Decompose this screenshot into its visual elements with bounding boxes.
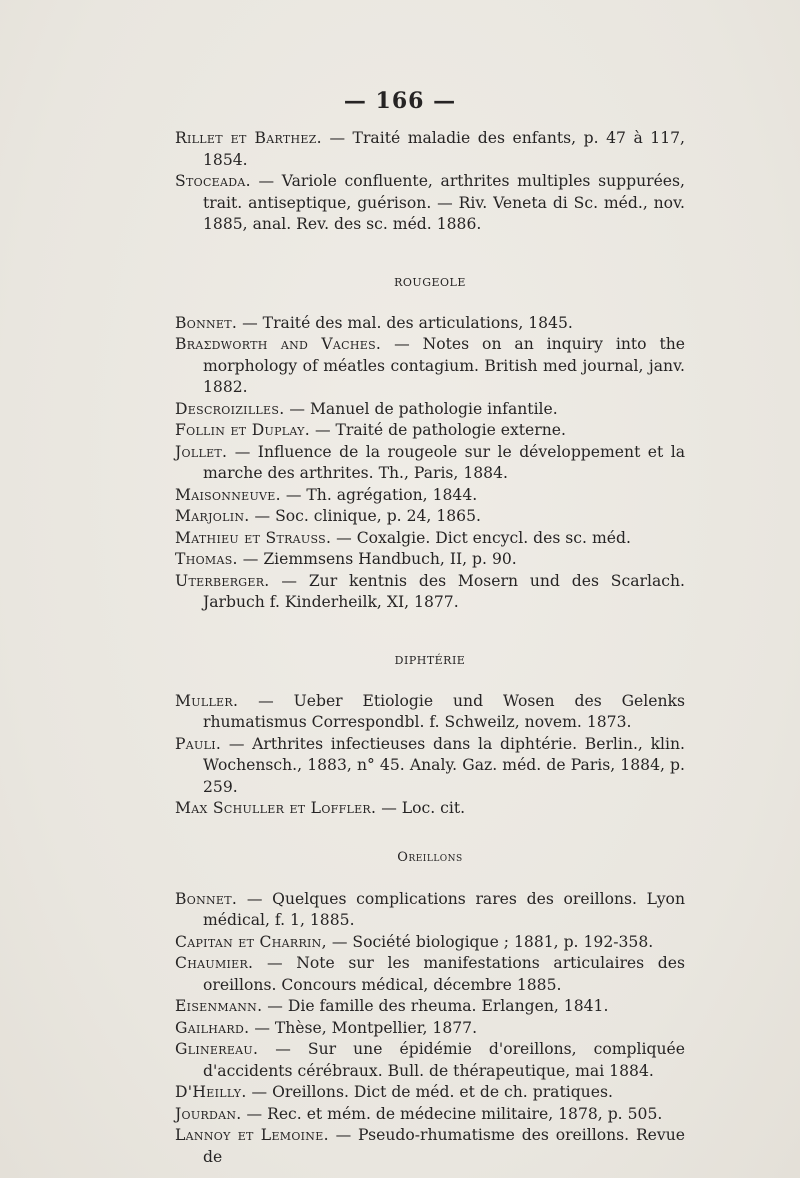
- bibliography-entry: [175, 334, 685, 399]
- entry-author: Jollet.: [175, 442, 228, 461]
- section-continuation: [175, 128, 685, 236]
- section-rougeole: [175, 276, 685, 614]
- bibliography-entry: [175, 932, 685, 954]
- entry-text: — Rec. et mém. de médecine militaire, 1878, p. 505.: [241, 1104, 663, 1123]
- entry-text: — Ueber Etiologie und Wosen des Gelenks rhumatismus Correspondbl. f. Schweilz, novem. 1873.: [203, 691, 685, 731]
- entry-author: Stoceada.: [175, 172, 251, 190]
- bibliography-entry: [175, 734, 685, 799]
- bibliography-entry: [175, 1082, 685, 1104]
- bibliography-entry: [175, 442, 685, 485]
- entry-author: Pauli.: [175, 734, 222, 753]
- entry-text: — Die famille des rheuma. Erlangen, 1841.: [262, 997, 609, 1015]
- entry-text: — Traité maladie des enfants, p. 47 à 117, 1854.: [203, 129, 685, 169]
- entry-author: Max Schuller et Loffler.: [175, 799, 377, 817]
- entry-text: — Quelques complications rares des oreillons. Lyon médical, f. 1, 1885.: [203, 889, 685, 929]
- bibliography-entry: [175, 485, 685, 507]
- bibliography-entry: [175, 953, 685, 996]
- bibliography-entry: [175, 691, 685, 734]
- entry-text: — Loc. cit.: [376, 799, 466, 817]
- bibliography-entry: [175, 420, 685, 442]
- section-diphterie: [175, 654, 685, 820]
- bibliography-entry: [175, 996, 685, 1018]
- bibliography-entry: [175, 549, 685, 571]
- entry-text: — Traité de pathologie externe.: [310, 421, 566, 439]
- bibliography-entry: [175, 313, 685, 335]
- entry-author: Marjolin.: [175, 507, 250, 525]
- bibliography-entry: [175, 798, 685, 820]
- entry-author: D'Heilly.: [175, 1083, 247, 1101]
- entry-author: Jourdan.: [175, 1104, 242, 1123]
- entry-author: Capitan et Charrin,: [175, 932, 327, 951]
- section-oreillons: [175, 850, 685, 1169]
- section-heading: DIPHTÉRIE: [394, 653, 466, 667]
- bibliography-entry: [175, 1104, 685, 1126]
- entry-author: Gailhard.: [175, 1018, 250, 1037]
- bibliography-entry: [175, 528, 685, 550]
- entry-text: — Zur kentnis des Mosern und des Scarlach. Jarbuch f. Kinderheilk, XI, 1877.: [203, 571, 685, 611]
- entry-author: Glinereau.: [175, 1040, 259, 1058]
- entry-text: — Traité des mal. des articulations, 1845.: [237, 313, 573, 332]
- entry-text: — Coxalgie. Dict encycl. des sc. méd.: [331, 528, 631, 547]
- entry-text: — Soc. clinique, p. 24, 1865.: [249, 507, 481, 525]
- entry-author: Follin et Duplay.: [175, 421, 310, 439]
- entry-text: — Société biologique ; 1881, p. 192-358.: [326, 932, 654, 951]
- entry-author: Muller.: [175, 691, 239, 710]
- entry-author: Bonnet.: [175, 889, 238, 908]
- entry-text: — Sur une épidémie d'oreillons, compliquée d'accidents cérébraux. Bull. de thérapeutique, mai 1884.: [203, 1040, 685, 1080]
- entry-text: — Thèse, Montpellier, 1877.: [249, 1018, 478, 1037]
- entry-author: Mathieu et Strauss.: [175, 528, 332, 547]
- section-heading: ROUGEOLE: [394, 275, 466, 289]
- entry-author: Bonnet.: [175, 313, 238, 332]
- entry-author: Braʃdworth and Vaches.: [175, 335, 382, 353]
- bibliography-entry: [175, 399, 685, 421]
- entry-text: — Pseudo-rhumatisme des oreillons. Revue de: [203, 1126, 685, 1166]
- entry-text: — Ziemmsens Handbuch, II, p. 90.: [237, 550, 517, 568]
- entry-text: — Influence de la rougeole sur le développement et la marche des arthrites. Th., Paris, 1884.: [203, 442, 685, 482]
- entry-author: Chaumier.: [175, 954, 254, 972]
- entry-text: — Arthrites infectieuses dans la diphtérie. Berlin., klin. Wochensch., 1883, n° 45. Analy. Gaz. méd. de Paris, 1884, p. 259.: [203, 734, 685, 796]
- entry-author: Thomas.: [175, 550, 238, 568]
- entry-text: — Notes on an inquiry into the morphology of méatles contagium. British med journal, janv. 1882.: [203, 335, 686, 396]
- bibliography-entry: [175, 1018, 685, 1040]
- bibliography-entry: [175, 889, 685, 932]
- entry-author: Rillet et Barthez.: [175, 129, 322, 147]
- bibliography: [175, 128, 685, 1168]
- entry-text: — Oreillons. Dict de méd. et de ch. pratiques.: [246, 1083, 613, 1101]
- entry-author: Uterberger.: [175, 571, 270, 590]
- section-heading: Oreillons: [397, 849, 463, 865]
- bibliography-entry: [175, 571, 685, 614]
- entry-text: — Variole confluente, arthrites multiples suppurées, trait. antiseptique, guérison. — Riv. Veneta di Sc. méd., nov. 1885, anal. Rev. des sc. méd. 1886.: [203, 172, 685, 233]
- entry-author: Lannoy et Lemoine.: [175, 1126, 329, 1144]
- bibliography-entry: [175, 506, 685, 528]
- entry-text: — Manuel de pathologie infantile.: [284, 399, 558, 418]
- bibliography-entry: [175, 171, 685, 236]
- entry-author: Eisenmann.: [175, 997, 263, 1015]
- bibliography-entry: [175, 128, 685, 171]
- entry-author: Descroizilles.: [175, 399, 285, 418]
- bibliography-entry: [175, 1039, 685, 1082]
- entry-text: — Note sur les manifestations articulaires des oreillons. Concours médical, décembre 1885.: [203, 954, 685, 994]
- page-number: — 166 —: [343, 88, 457, 114]
- entry-author: Maisonneuve.: [175, 485, 281, 504]
- entry-text: — Th. agrégation, 1844.: [280, 485, 478, 504]
- bibliography-entry: [175, 1125, 685, 1168]
